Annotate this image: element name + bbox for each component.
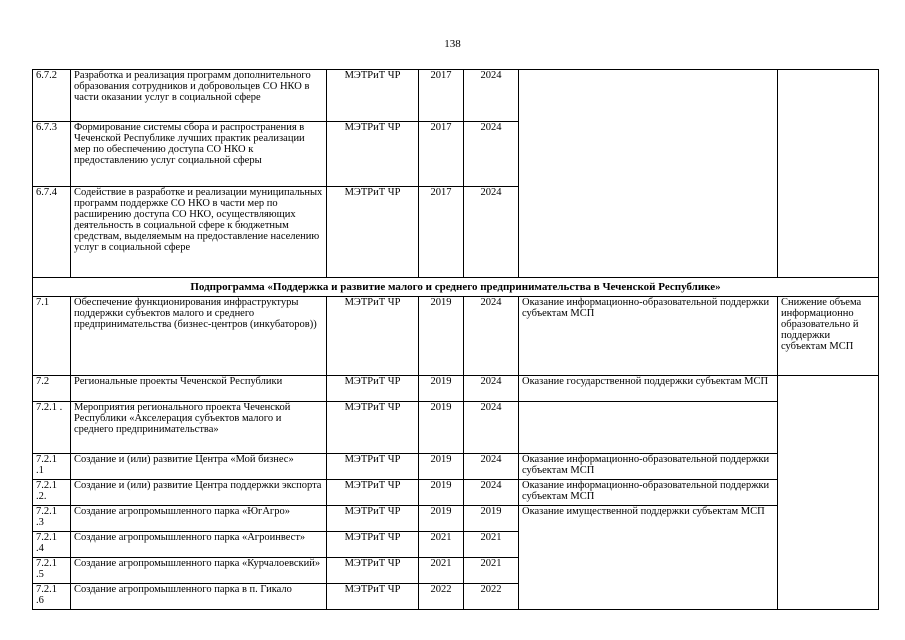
start-year: 2021 [419,558,464,584]
indicator-cell [778,506,879,532]
indicator-cell [778,454,879,480]
table-row [33,532,879,558]
row-number: 6.7.4 [33,187,71,278]
table-row [33,187,879,278]
row-number: 7.2.1 .4 [33,532,71,558]
indicator-cell: Снижение объема информационно образовательно й поддержки субъектам МСП [778,297,879,376]
program-table [32,69,879,610]
result-cell [519,122,778,187]
start-year: 2022 [419,584,464,610]
activity-text: Создание агропромышленного парка в п. Гикало [71,584,327,610]
executor: МЭТРиТ ЧР [327,376,419,402]
activity-text: Разработка и реализация программ дополнительного образования сотрудников и добровольцев СО НКО в части оказании услуг в социальной сфере [71,70,327,122]
end-year: 2024 [464,376,519,402]
activity-text: Региональные проекты Чеченской Республики [71,376,327,402]
executor: МЭТРиТ ЧР [327,558,419,584]
activity-text: Формирование системы сбора и распространения в Чеченской Республике лучших практик реализации мер по обеспечению доступа СО НКО к предоставлению услуг социальной сферы [71,122,327,187]
activity-text: Создание и (или) развитие Центра «Мой бизнес» [71,454,327,480]
table-row [33,584,879,610]
table-row [33,376,879,402]
end-year: 2022 [464,584,519,610]
start-year: 2017 [419,122,464,187]
indicator-cell [778,532,879,558]
row-number: 7.2.1 .2. [33,480,71,506]
executor: МЭТРиТ ЧР [327,584,419,610]
result-cell [519,402,778,454]
executor: МЭТРиТ ЧР [327,532,419,558]
result-cell [519,584,778,610]
indicator-cell [778,187,879,278]
activity-text: Создание и (или) развитие Центра поддержки экспорта [71,480,327,506]
executor: МЭТРиТ ЧР [327,454,419,480]
row-number: 7.1 [33,297,71,376]
start-year: 2017 [419,70,464,122]
table-row [33,480,879,506]
executor: МЭТРиТ ЧР [327,122,419,187]
table-row [33,454,879,480]
result-cell: Оказание информационно-образовательной поддержки субъектам МСП [519,480,778,506]
activity-text: Создание агропромышленного парка «Курчалоевский» [71,558,327,584]
end-year: 2024 [464,297,519,376]
start-year: 2019 [419,454,464,480]
executor: МЭТРиТ ЧР [327,402,419,454]
activity-text: Обеспечение функционирования инфраструктуры поддержки субъектов малого и среднего предпринимательства (бизнес-центров (инкубаторов)) [71,297,327,376]
indicator-cell [778,122,879,187]
page-number: 138 [444,38,461,50]
row-number: 7.2.1 . [33,402,71,454]
result-cell [519,187,778,278]
start-year: 2019 [419,506,464,532]
row-number: 7.2.1 .1 [33,454,71,480]
indicator-cell [778,480,879,506]
row-number: 7.2.1 .6 [33,584,71,610]
row-number: 7.2 [33,376,71,402]
indicator-cell [778,70,879,122]
activity-text: Содействие в разработке и реализации муниципальных программ поддержке СО НКО в части мер по расширению доступа СО НКО, осуществляющих деятельность в социальной сфере к бюджетным средствам, выделяемым на предоставление населению услуг в социальной сфере [71,187,327,278]
table-row [33,402,879,454]
end-year: 2024 [464,402,519,454]
table-row [33,70,879,122]
row-number: 7.2.1 .3 [33,506,71,532]
row-number: 7.2.1 .5 [33,558,71,584]
indicator-cell [778,558,879,584]
executor: МЭТРиТ ЧР [327,187,419,278]
result-cell: Оказание информационно-образовательной поддержки субъектам МСП [519,454,778,480]
end-year: 2024 [464,454,519,480]
table-row [33,297,879,376]
activity-text: Мероприятия регионального проекта Чеченской Республики «Акселерация субъектов малого и среднего предпринимательства» [71,402,327,454]
executor: МЭТРиТ ЧР [327,506,419,532]
row-number: 6.7.3 [33,122,71,187]
start-year: 2019 [419,480,464,506]
result-cell [519,532,778,558]
result-cell [519,70,778,122]
start-year: 2019 [419,297,464,376]
executor: МЭТРиТ ЧР [327,297,419,376]
section-row [33,278,879,297]
indicator-cell [778,584,879,610]
result-cell: Оказание государственной поддержки субъектам МСП [519,376,778,402]
start-year: 2019 [419,376,464,402]
start-year: 2017 [419,187,464,278]
end-year: 2024 [464,70,519,122]
row-number: 6.7.2 [33,70,71,122]
table-row [33,506,879,532]
table-row [33,558,879,584]
end-year: 2019 [464,506,519,532]
end-year: 2024 [464,187,519,278]
start-year: 2019 [419,402,464,454]
executor: МЭТРиТ ЧР [327,480,419,506]
end-year: 2021 [464,558,519,584]
result-cell: Оказание имущественной поддержки субъектам МСП [519,506,778,532]
result-cell: Оказание информационно-образовательной поддержки субъектам МСП [519,297,778,376]
table-row [33,122,879,187]
start-year: 2021 [419,532,464,558]
end-year: 2024 [464,122,519,187]
end-year: 2021 [464,532,519,558]
result-cell [519,558,778,584]
activity-text: Создание агропромышленного парка «ЮгАгро» [71,506,327,532]
executor: МЭТРиТ ЧР [327,70,419,122]
section-title: Подпрограмма «Поддержка и развитие малого и среднего предпринимательства в Чеченской Республике» [33,278,879,297]
end-year: 2024 [464,480,519,506]
indicator-cell [778,402,879,454]
activity-text: Создание агропромышленного парка «Агроинвест» [71,532,327,558]
indicator-cell [778,376,879,402]
